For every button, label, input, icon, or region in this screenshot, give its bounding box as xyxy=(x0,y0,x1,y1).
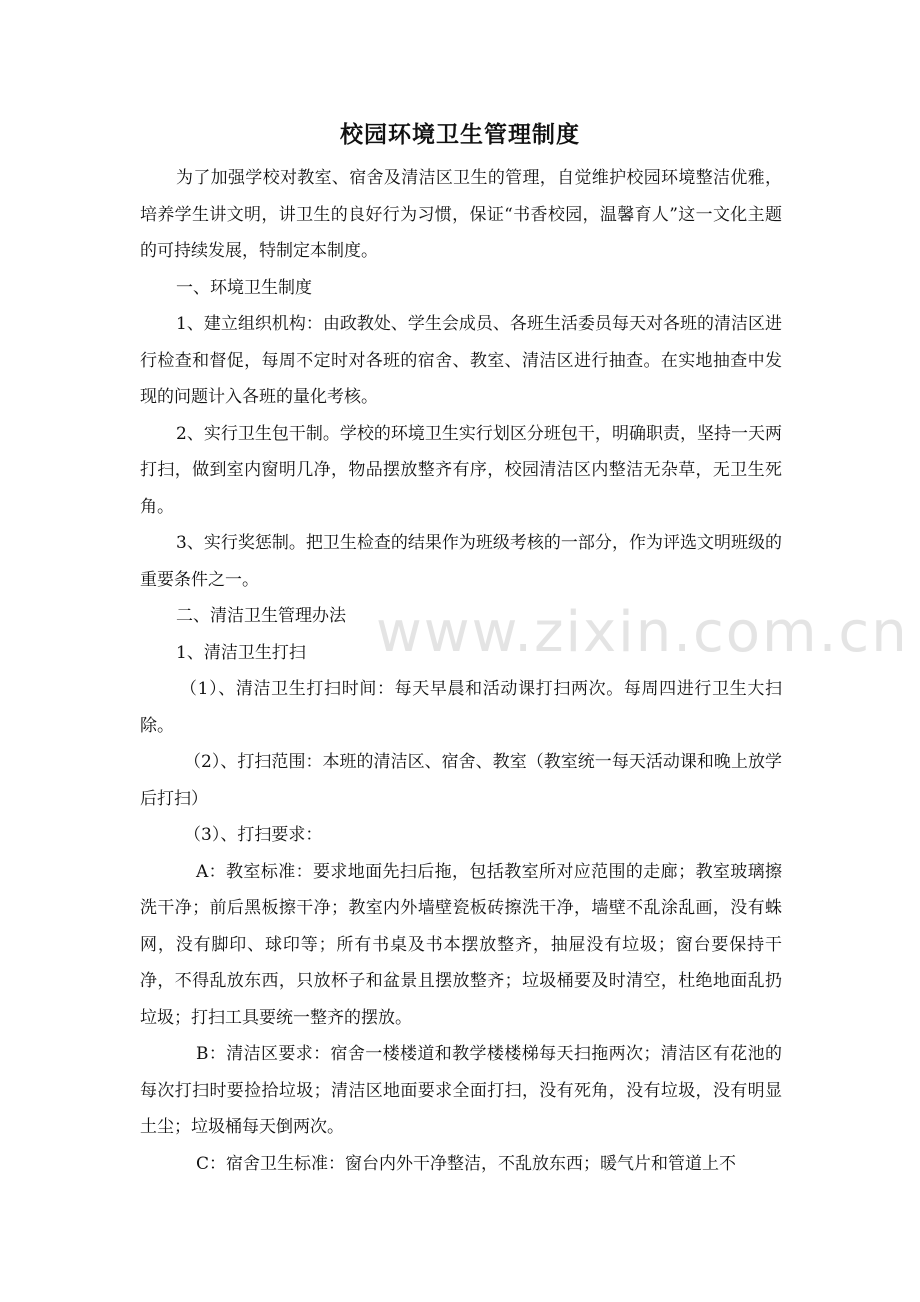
section-heading-2: 二、清洁卫生管理办法 xyxy=(176,606,346,626)
paragraph-cleaning-range: （2）、打扫范围：本班的清洁区、宿舍、教室（教室统一每天活动课和晚上放学后打扫） xyxy=(140,752,782,809)
intro-paragraph: 为了加强学校对教室、宿舍及清洁区卫生的管理，自觉维护校园环境整洁优雅，培养学生讲文明，讲卫生的良好行为习惯，保证“书香校园，温馨育人”这一文化主题的可持续发展，特制定本制度。 xyxy=(140,168,782,261)
paragraph-area-requirements: B：清洁区要求：宿舍一楼楼道和教学楼楼梯每天扫拖两次；清洁区有花池的每次打扫时要捡拾垃圾；清洁区地面要求全面打扫，没有死角，没有垃圾，没有明显土尘；垃圾桶每天倒两次。 xyxy=(140,1044,782,1137)
document-title: 校园环境卫生管理制度 xyxy=(340,122,580,148)
paragraph-cleaning-requirements: （3）、打扫要求： xyxy=(184,825,323,845)
paragraph-responsibility: 2、实行卫生包干制。学校的环境卫生实行划区分班包干，明确职责，坚持一天两打扫，做到室内窗明几净，物品摆放整齐有序，校园清洁区内整洁无杂草，无卫生死角。 xyxy=(140,423,782,517)
paragraph-reward: 3、实行奖惩制。把卫生检查的结果作为班级考核的一部分，作为评选文明班级的重要条件之一。 xyxy=(140,533,782,590)
paragraph-organization: 1、建立组织机构：由政教处、学生会成员、各班生活委员每天对各班的清洁区进行检查和督促，每周不定时对各班的宿舍、教室、清洁区进行抽查。在实地抽查中发现的问题计入各班的量化考核。 xyxy=(140,314,782,407)
paragraph-dorm-standard: C：宿舍卫生标准：窗台内外干净整洁，不乱放东西；暖气片和管道上不 xyxy=(196,1153,737,1174)
paragraph-classroom-standard: A：教室标准：要求地面先扫后拖，包括教室所对应范围的走廊；教室玻璃擦洗干净；前后黑板擦干净；教室内外墙壁瓷板砖擦洗干净，墙壁不乱涂乱画，没有蛛网，没有脚印、球印等；所有书桌及书本摆放整齐，抽屉没有垃圾；窗台要保持干净，不得乱放东西，只放杯子和盆景且摆放整齐；垃圾桶要及时清空，杜绝地面乱扔垃圾；打扫工具要统一整齐的摆放。 xyxy=(140,861,782,1028)
section-heading-1: 一、环境卫生制度 xyxy=(176,277,312,298)
document-body xyxy=(140,160,782,1182)
watermark: www.zixin.com.cn xyxy=(376,600,909,665)
subsection-heading-1: 1、清洁卫生打扫 xyxy=(176,642,306,663)
paragraph-cleaning-time: （1）、清洁卫生打扫时间：每天早晨和活动课打扫两次。每周四进行卫生大扫除。 xyxy=(140,679,782,736)
